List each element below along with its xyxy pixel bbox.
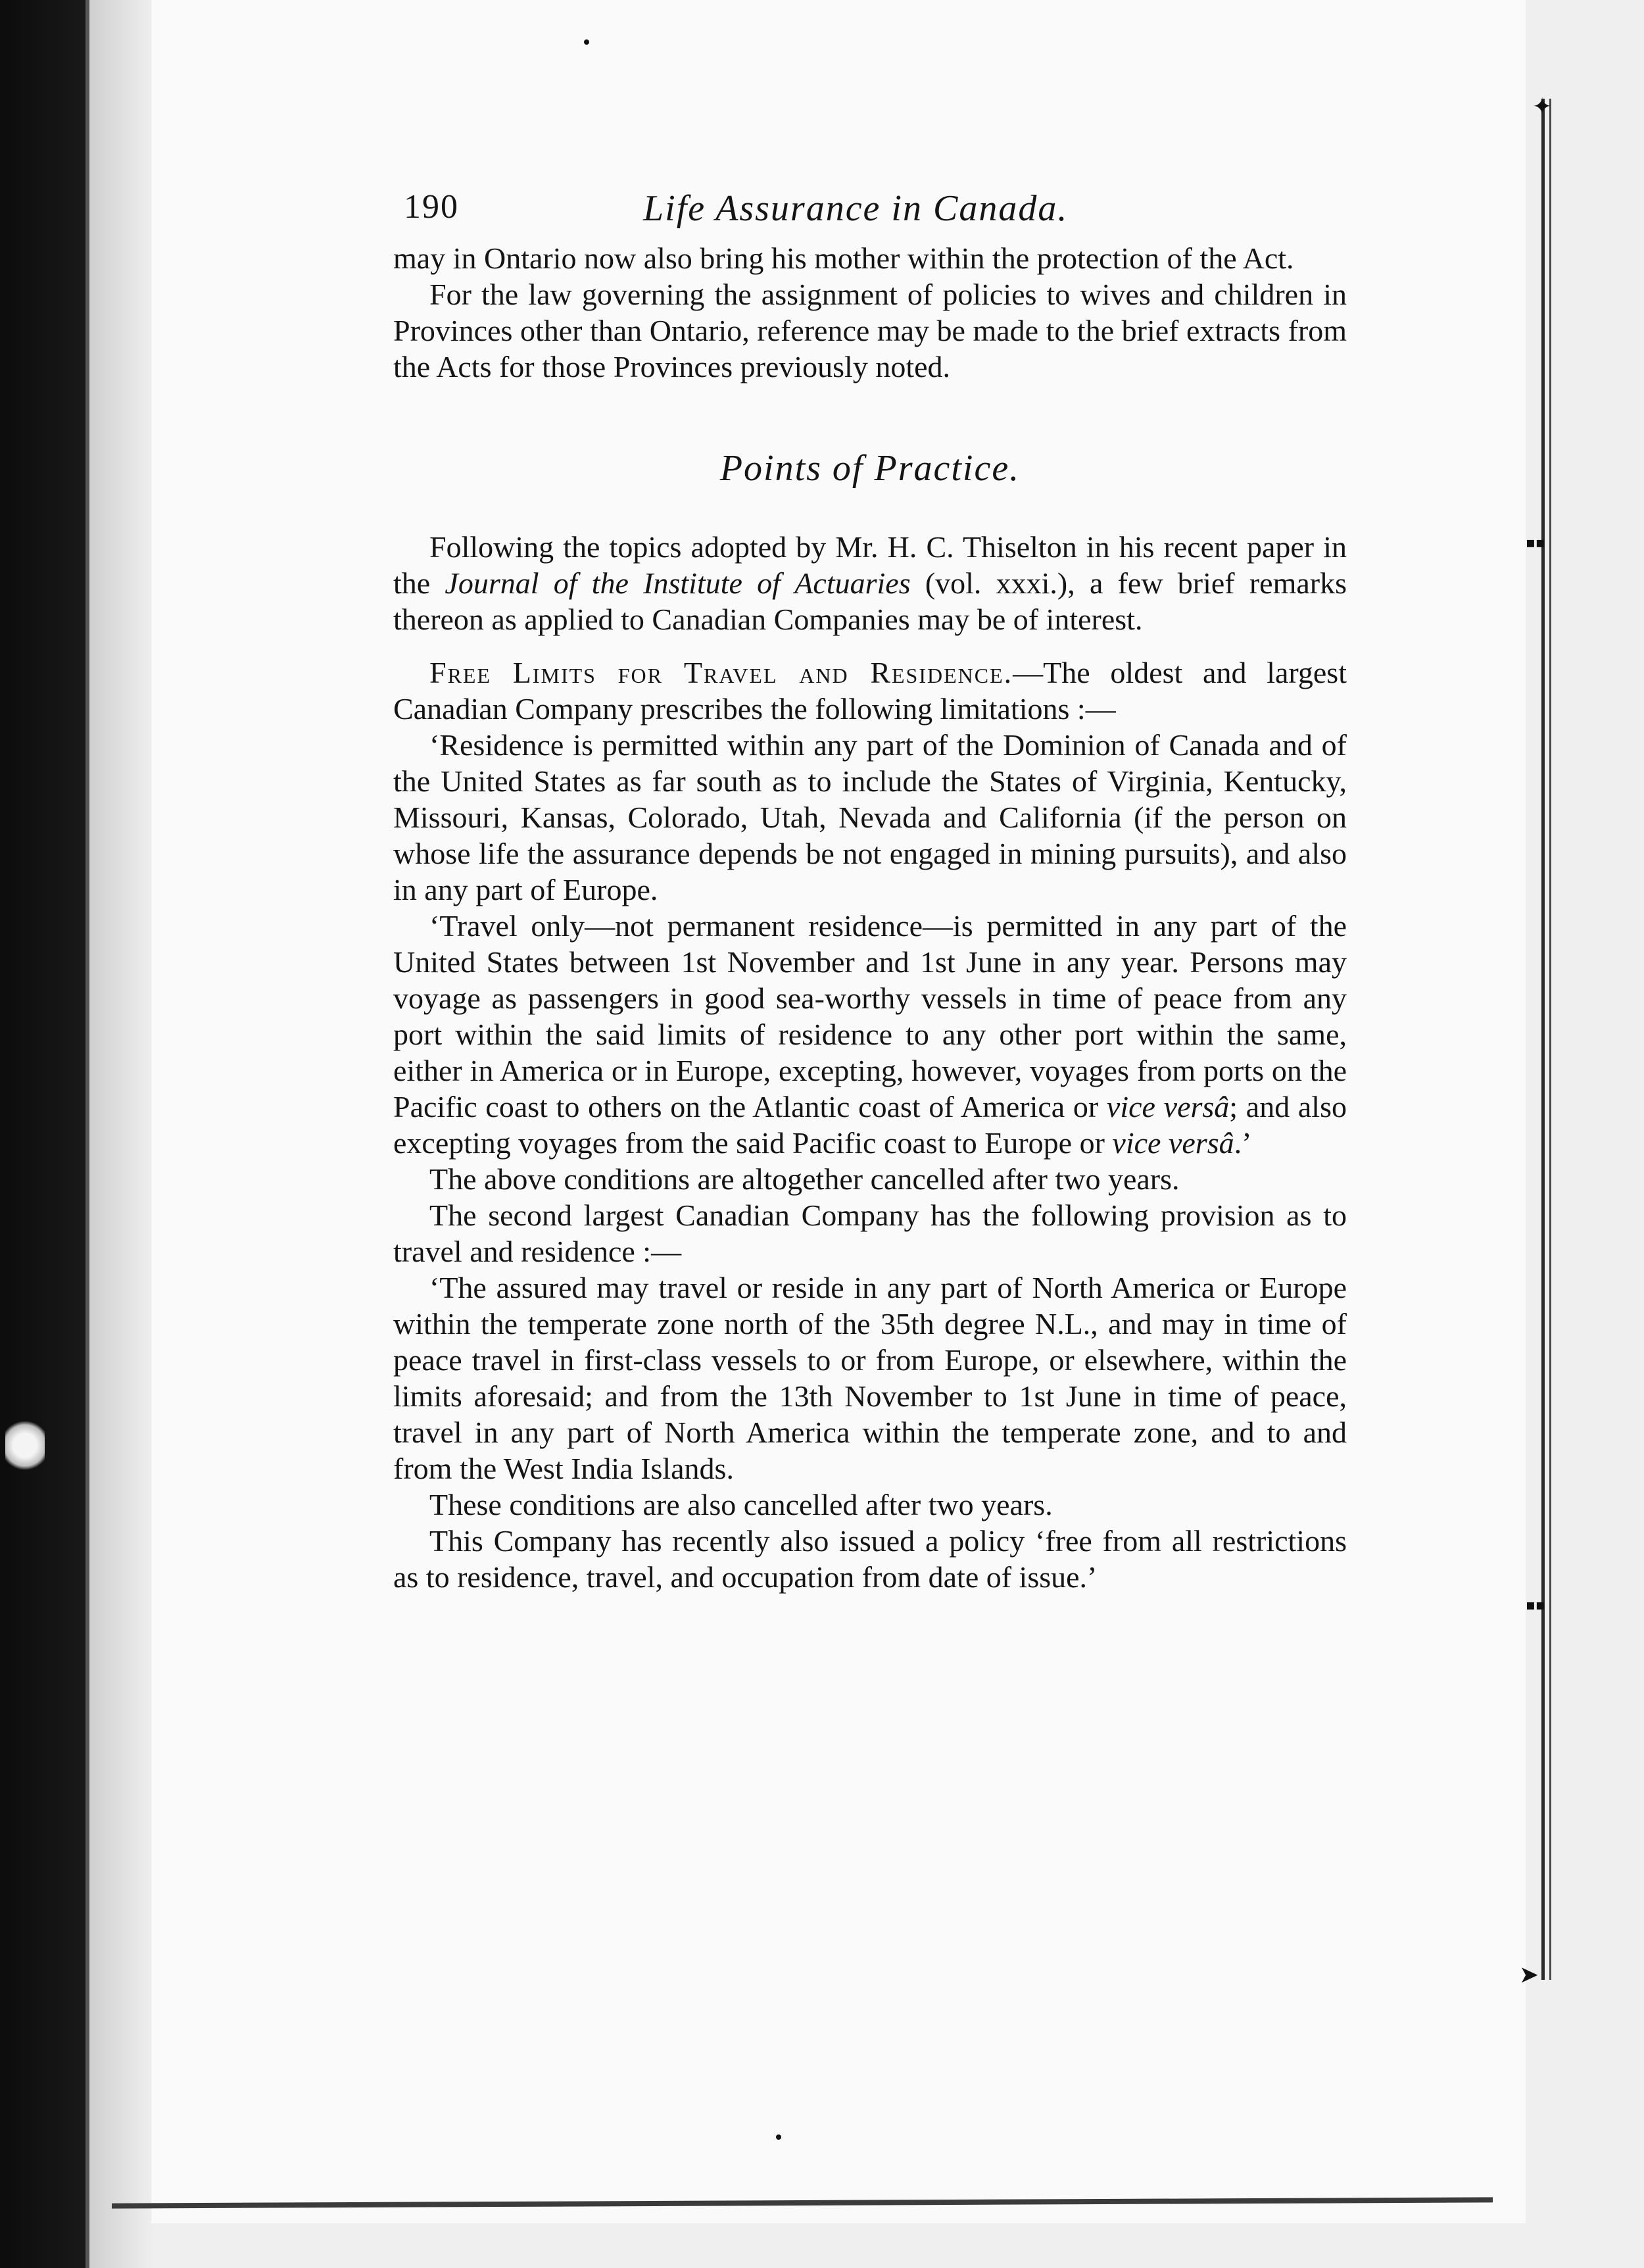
latin-vice-versa-2: vice versâ	[1112, 1126, 1234, 1160]
quote-travel-part-c: .’	[1234, 1126, 1252, 1160]
free-limits-heading: Free Limits for Travel and Residence.	[429, 656, 1013, 689]
journal-title: Journal of the Institute of Actuaries	[445, 566, 911, 600]
paragraph-assignment-law: For the law governing the assignment of policies to wives and children in Provinces other than Ontario, reference may be made to the brief extracts from the Acts for those Provinces previously noted.	[393, 278, 1347, 383]
quote-travel	[393, 908, 1347, 1161]
edge-ornament-bottom: ➤	[1519, 1961, 1539, 1988]
quote-assured-travel: ‘The assured may travel or reside in any part of North America or Europe within the temperate zone north of the 35th degree N.L., and may in time of peace travel in first-class vessels to or from Europe, or elsewhere, within the limits aforesaid; and from the 13th November to 1st June in time of peace, travel in any part of North America within the temperate zone, and to and from the West India Islands.	[393, 1271, 1347, 1485]
free-limits-text: —The oldest and largest Canadian Company prescribes the following limitations :—	[393, 656, 1347, 726]
page-fold-shadow	[85, 0, 155, 2268]
page-edge-rule	[1541, 99, 1545, 1980]
quote-travel-part-a: ‘Travel only—not permanent residence—is permitted in any part of the United States between 1st November and 1st June in any year. Persons may voyage as passengers in good sea-worthy vessels in time of peace from any port within the said limits of residence to any other port within the same, either in America or in Europe, excepting, however, voyages from ports on the Pacific coast to others on the Atlantic coast of America or	[393, 909, 1347, 1123]
edge-clip-mark: ▪▪	[1526, 535, 1545, 551]
paragraph-second-company: The second largest Canadian Company has the following provision as to travel and residence :—	[393, 1198, 1347, 1268]
quote-travel-part-b: ; and also excepting voyages from the said Pacific coast to Europe or	[393, 1090, 1347, 1160]
ink-speck	[584, 39, 589, 45]
scan-background	[0, 0, 99, 2268]
paragraph-intro	[393, 529, 1347, 637]
page-text	[393, 187, 1347, 1595]
paragraph-policy-free: This Company has recently also issued a policy ‘free from all restrictions as to residence, travel, and occupation from date of issue.’	[393, 1524, 1347, 1594]
spacer	[393, 637, 1347, 654]
edge-ornament-top: ✦	[1532, 93, 1553, 120]
paper-stain	[5, 1418, 45, 1473]
page-number: 190	[404, 188, 459, 226]
page-edge-rule-secondary	[1549, 99, 1551, 1980]
paragraph-cancelled: The above conditions are altogether cancelled after two years.	[429, 1162, 1180, 1196]
intro-text-end: (vol. xxxi.), a few brief remarks thereon as applied to Canadian Companies may be of interest.	[393, 566, 1347, 636]
paragraph-continuation: may in Ontario now also bring his mother within the protection of the Act.	[393, 241, 1294, 275]
paragraph-also-cancelled: These conditions are also cancelled after two years.	[429, 1488, 1053, 1521]
section-heading: Points of Practice.	[719, 448, 1021, 489]
ink-speck-bottom	[776, 2134, 781, 2140]
intro-text-start: Following the topics adopted by Mr. H. C. Thiselton in his recent paper in the	[393, 530, 1347, 600]
paragraph-free-limits	[393, 654, 1347, 727]
edge-clip-mark-lower: ▪▪	[1526, 1597, 1545, 1614]
latin-vice-versa: vice versâ	[1106, 1090, 1230, 1123]
quote-residence: ‘Residence is permitted within any part of the Dominion of Canada and of the United States as far south as to include the States of Virginia, Kentucky, Missouri, Kansas, Colorado, Utah, Nevada and California (if the person on whose life the assurance depends be not engaged in mining pursuits), and also in any part of Europe.	[393, 728, 1347, 906]
running-title: Life Assurance in Canada.	[643, 188, 1069, 229]
running-head	[393, 187, 1347, 240]
